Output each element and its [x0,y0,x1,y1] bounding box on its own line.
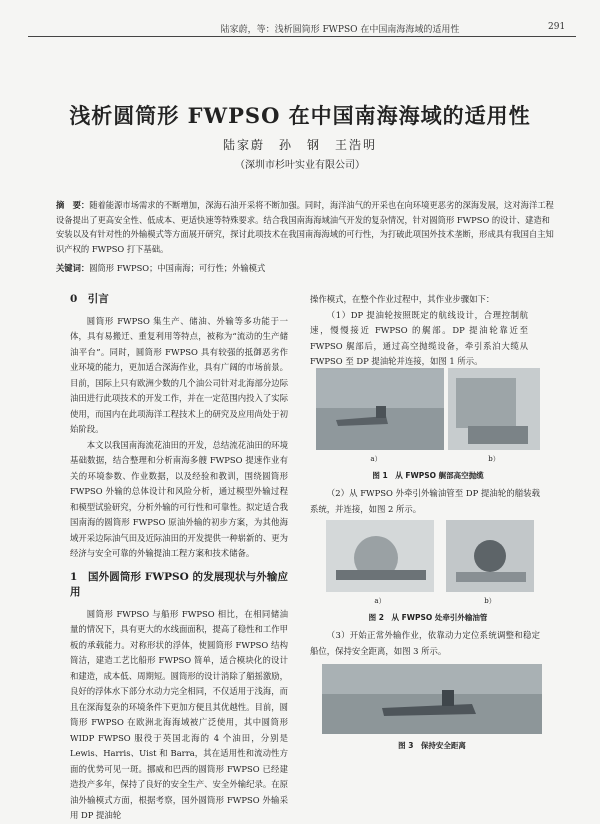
page-header [0,0,600,40]
paragraph: （2）从 FWPSO 外牵引外输油管至 DP 提油轮的艏装载系统，并连接，如图 2 所示。 [310,488,540,514]
page-number: 291 [548,22,566,32]
keywords [56,262,556,274]
figure-2b-photo [446,520,534,592]
paragraph: 圆筒形 FWPSO 与船形 FWPSO 相比，在相同储油量的情况下，具有更大的水线面面积，提高了稳性和工作甲板的承载能力。对称形状的浮体，使圆筒形 FWPSO 结构简洁，建造工艺比船形 FWPSO 简单，适合模块化的设计和建造，成本低、周期短。圆筒形的设计消除了艏摇激励，良好的浮体水下部分水动力完全相同，不仅适用于浅海，而且在深海复杂的环境条件下更加方便且其优越性。目前，圆筒形 FWPSO 在欧洲北海海域被广泛使用，其中圆筒形 WIDP FWPSO 服役于英国北海的 4 个油田，分别是 Lewis、Harris、Uist 和 Barra，其在适用性和流动性方面的优势可见一斑。挪威和巴西的圆筒形 FWPSO 已经建造投产多年，保持了良好的安全生产、安全外输纪录。在原油外输模式方面，根据考察，国外圆筒形 FWPSO 外输采用 DP 提油轮 [70,608,288,820]
paragraph: 圆筒形 FWPSO 集生产、储油、外输等多功能于一体，具有易搬迁、重复利用等特点，被称为“流动的生产储油平台”。同时，圆筒形 FWPSO 具有较强的抵御恶劣作业环境的能力，更加适合深海作业，具有广阔的市场前景。目前，国际上只有欧洲少数的几个油公司针对北海部分边际油田进行此项技术的开发工作，并在一定范围内投入了实际使用，而国内在此项海洋工程技术上的研究及应用尚处于初始阶段。 [70,315,288,434]
figure-2a-label: a） [374,597,386,605]
right-column-end [310,628,540,659]
paragraph: 操作模式，在整个作业过程中，其作业步骤如下： [310,294,495,304]
figure-1b-label: b） [488,455,500,463]
header-rule [28,36,576,37]
right-column-continued [310,486,540,517]
abstract [56,198,556,256]
figure-1a-label: a） [370,455,382,463]
abstract-label: 摘 要： [56,200,90,210]
figure-3-caption: 图 3 保持安全距离 [398,741,466,750]
right-column [310,292,528,370]
running-title: 陆家蔚，等：浅析圆筒形 FWPSO 在中国南海海域的适用性 [220,25,460,35]
paragraph: 本文以我国南海流花油田的开发，总结流花油田的环境基础数据，结合整理和分析南海多艘 FWPSO 提速作业有关的环境参数、作业数据，以及经验和教训，围绕圆筒形 FWPSO 外输的总体设计和风险分析，通过模型外输过程和模型试验研究，分析外输的可行性和可靠性。拟定适合我国南海的圆筒形 FWPSO 原油外输的初步方案，为其他海域开采边际油气田及近际油田的开发提供一种崭新的、更为经济与安全可靠的外输提油工程方案和技术储备。 [70,439,288,558]
figure-2a-photo [326,520,434,592]
figure-1a-photo [316,368,444,450]
figure-2-caption: 图 2 从 FWPSO 处牵引外输油管 [368,613,488,622]
affiliation: （深圳市杉叶实业有限公司） [235,160,365,171]
figure-1b-photo [448,368,540,450]
paragraph: （1）DP 提油轮按照既定的航线设计，合理控制航速，慢慢接近 FWPSO 的艉部。DP 提油轮靠近至 FWPSO 艉部后，通过高空抛缆设备，牵引系泊大缆从 FWPSO 至 DP 提油轮并连接，如图 1 所示。 [310,309,528,366]
figure-1-caption: 图 1 从 FWPSO 艉部高空抛缆 [372,471,484,480]
section-1-heading: 1 国外圆筒形 FWPSO 的发展现状与外输应用 [70,570,288,598]
keywords-label: 关键词： [56,263,90,273]
abstract-text: 随着能源市场需求的不断增加，深海石油开采将不断加强。同时，海洋油气的开采也在向环境更恶劣的深海发展，这对海洋工程设备提出了更高安全性、低成本、更适快速等特殊要求。结合我国南海海域油气开发的复杂情况，针对圆筒形 FWPSO 的设计、建造和安装以及有针对性的外输模式等方面展开研究，探讨此项技术在我国南海海域的可行性，为打破此项国外技术垄断，形成具有我国自主知识产权的 FWPSO 打下基础。 [56,200,554,254]
figure-3-photo [322,664,542,734]
left-column [70,292,288,824]
authors: 陆家蔚 孙 钢 王浩明 [222,138,377,152]
paper-title: 浅析圆筒形 FWPSO 在中国南海海域的适用性 [69,103,531,128]
paragraph: （3）开始正常外输作业，依靠动力定位系统调整和稳定船位，保持安全距离，如图 3 所示。 [310,630,540,656]
figure-2b-label: b） [484,597,496,605]
keywords-text: 圆筒形 FWPSO；中国南海；可行性；外输模式 [89,263,266,273]
section-0-heading: 0 引言 [70,293,109,305]
